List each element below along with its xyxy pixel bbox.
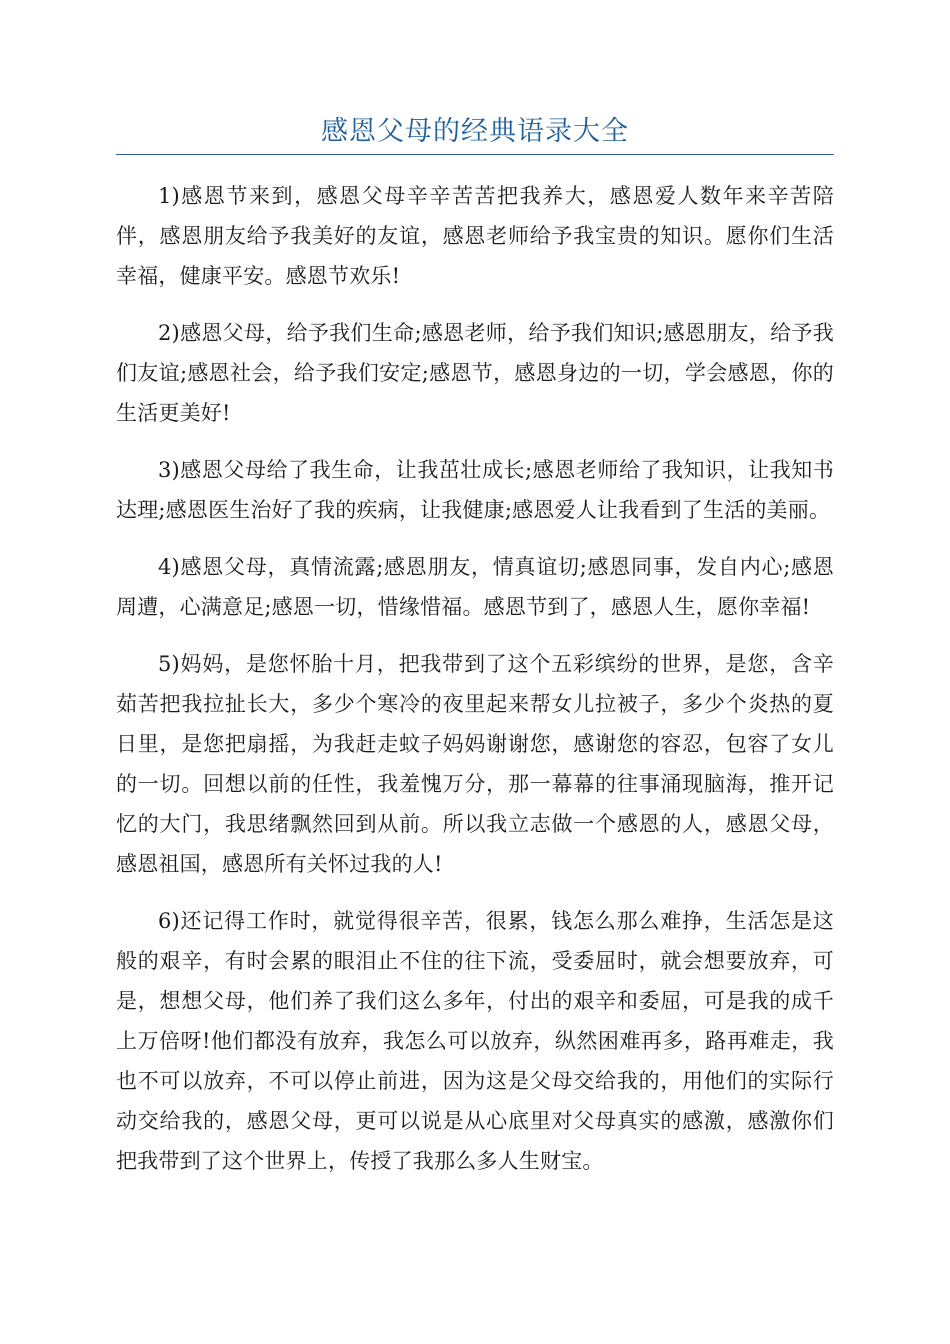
paragraph-6: 6)还记得工作时，就觉得很辛苦，很累，钱怎么那么难挣，生活怎是这般的艰辛，有时会累的眼泪止不住的往下流，受委屈时，就会想要放弃，可是，想想父母，他们养了我们这么多年，付出的艰辛和委屈，可是我的成千上万倍呀!他们都没有放弃，我怎么可以放弃，纵然困难再多，路再难走，我也不可以放弃，不可以停止前进，因为这是父母交给我的，用他们的实际行动交给我的，感恩父母，更可以说是从心底里对父母真实的感激，感激你们把我带到了这个世界上，传授了我那么多人生财宝。 <box>116 909 834 1173</box>
paragraph-2: 2)感恩父母，给予我们生命;感恩老师，给予我们知识;感恩朋友，给予我们友谊;感恩社会，给予我们安定;感恩节，感恩身边的一切，学会感恩，你的生活更美好! <box>116 321 834 425</box>
document-title: 感恩父母的经典语录大全 <box>321 116 629 147</box>
paragraph-1: 1)感恩节来到，感恩父母辛辛苦苦把我养大，感恩爱人数年来辛苦陪伴，感恩朋友给予我美好的友谊，感恩老师给予我宝贵的知识。愿你们生活幸福，健康平安。感恩节欢乐! <box>116 184 834 288</box>
title-underline <box>116 154 834 155</box>
paragraph-5: 5)妈妈，是您怀胎十月，把我带到了这个五彩缤纷的世界，是您，含辛茹苦把我拉扯长大，多少个寒冷的夜里起来帮女儿拉被子，多少个炎热的夏日里，是您把扇摇，为我赶走蚊子妈妈谢谢您，感谢您的容忍，包容了女儿的一切。回想以前的任性，我羞愧万分，那一幕幕的往事涌现脑海，推开记忆的大门，我思绪飘然回到从前。所以我立志做一个感恩的人，感恩父母，感恩祖国，感恩所有关怀过我的人! <box>116 652 834 876</box>
paragraph-4: 4)感恩父母，真情流露;感恩朋友，情真谊切;感恩同事，发自内心;感恩周遭，心满意足;感恩一切，惜缘惜福。感恩节到了，感恩人生，愿你幸福! <box>116 555 834 619</box>
paragraph-3: 3)感恩父母给了我生命，让我茁壮成长;感恩老师给了我知识，让我知书达理;感恩医生治好了我的疾病，让我健康;感恩爱人让我看到了生活的美丽。 <box>116 458 834 522</box>
document-body <box>116 176 834 1198</box>
